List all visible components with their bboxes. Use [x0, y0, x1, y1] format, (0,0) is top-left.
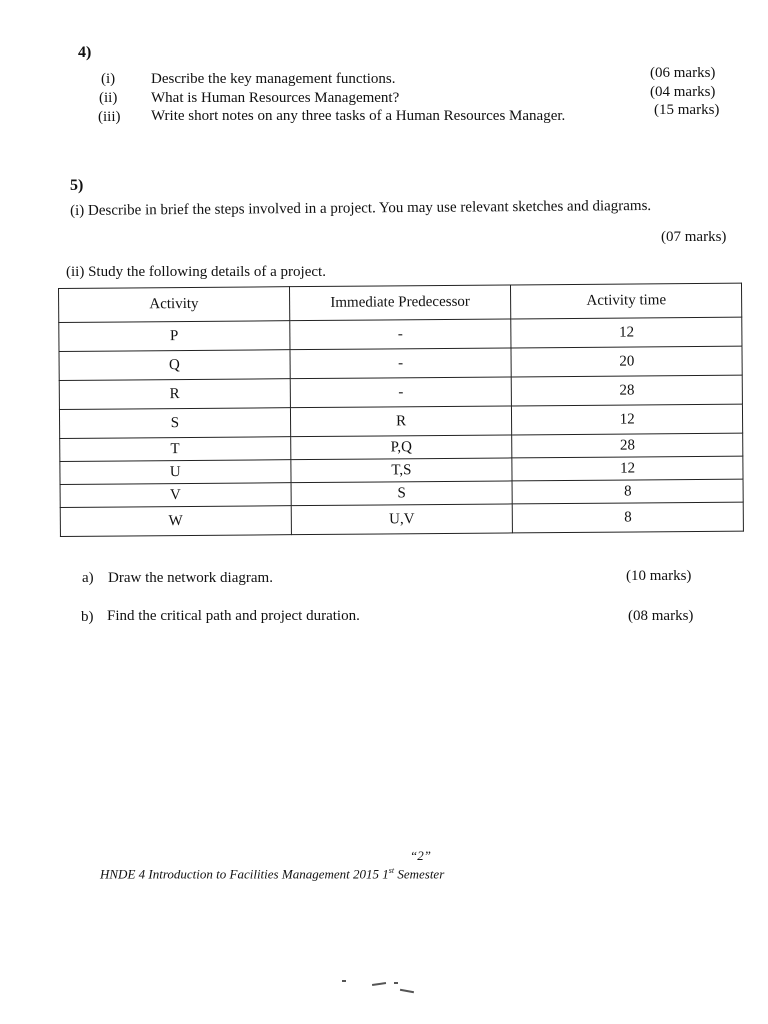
footer-semester: Semester — [394, 866, 445, 882]
footer-superscript: st — [388, 866, 395, 875]
time-cell: 28 — [512, 433, 743, 458]
time-cell: 20 — [511, 346, 742, 377]
q5-part-i-marks: (07 marks) — [661, 229, 727, 245]
scan-smudge — [342, 980, 346, 982]
sub-a-text: Draw the network diagram. — [108, 570, 273, 586]
sub-b-text: Find the critical path and project duration. — [107, 608, 360, 624]
time-cell: 12 — [512, 456, 743, 481]
sub-a-marks: (10 marks) — [626, 568, 692, 584]
activity-cell: U — [60, 460, 291, 485]
activity-cell: Q — [59, 350, 290, 381]
scan-smudge — [400, 989, 414, 993]
q4-item-1-marks: (06 marks) — [650, 65, 716, 81]
activity-cell: R — [59, 379, 290, 410]
q4-item-1-number: (i) — [101, 71, 116, 87]
time-cell: 28 — [512, 375, 743, 406]
q4-item-2-text: What is Human Resources Management? — [151, 90, 400, 106]
footer-course-line — [100, 866, 444, 882]
predecessor-cell: - — [290, 348, 512, 379]
activity-cell: V — [60, 483, 291, 508]
time-cell: 8 — [513, 502, 744, 533]
q5-part-ii-text: (ii) Study the following details of a project. — [66, 264, 326, 280]
q4-item-2-marks: (04 marks) — [650, 84, 716, 100]
predecessor-cell: R — [290, 406, 512, 437]
predecessor-cell: T,S — [290, 458, 512, 483]
q4-item-3-number: (iii) — [98, 109, 121, 125]
predecessor-cell: U,V — [291, 504, 513, 535]
header-activity: Activity — [59, 287, 290, 323]
page-number: “2” — [410, 848, 431, 863]
sub-b-marks: (08 marks) — [628, 608, 694, 624]
activity-cell: W — [60, 506, 291, 537]
header-immediate-predecessor: Immediate Predecessor — [289, 285, 511, 321]
q4-item-2-number: (ii) — [99, 90, 118, 106]
activity-cell: T — [60, 437, 291, 462]
q4-item-1-text: Describe the key management functions. — [151, 71, 396, 87]
project-activity-table — [58, 283, 744, 537]
question-5-number: 5) — [70, 177, 84, 194]
predecessor-cell: - — [289, 319, 511, 350]
table-row — [60, 502, 743, 536]
predecessor-cell: - — [290, 377, 512, 408]
sub-a-label: a) — [82, 570, 94, 586]
footer-course: HNDE 4 Introduction to Facilities Management 2015 1 — [100, 866, 389, 882]
q4-item-3-marks: (15 marks) — [654, 102, 720, 118]
time-cell: 12 — [511, 317, 742, 348]
predecessor-cell: S — [291, 481, 513, 506]
predecessor-cell: P,Q — [290, 435, 512, 460]
time-cell: 12 — [512, 404, 743, 435]
activity-cell: P — [59, 321, 290, 352]
table-header-row — [59, 283, 742, 322]
q4-item-3-text: Write short notes on any three tasks of a Human Resources Manager. — [151, 108, 566, 124]
header-activity-time: Activity time — [511, 283, 742, 319]
sub-b-label: b) — [81, 609, 94, 625]
scan-smudge — [372, 982, 386, 985]
scan-smudge — [394, 982, 398, 984]
question-4-number: 4) — [78, 44, 92, 61]
q5-part-i-text: (i) Describe in brief the steps involved in a project. You may use relevant sketches and diagrams. — [70, 197, 652, 219]
time-cell: 8 — [512, 479, 743, 504]
activity-cell: S — [59, 408, 290, 439]
